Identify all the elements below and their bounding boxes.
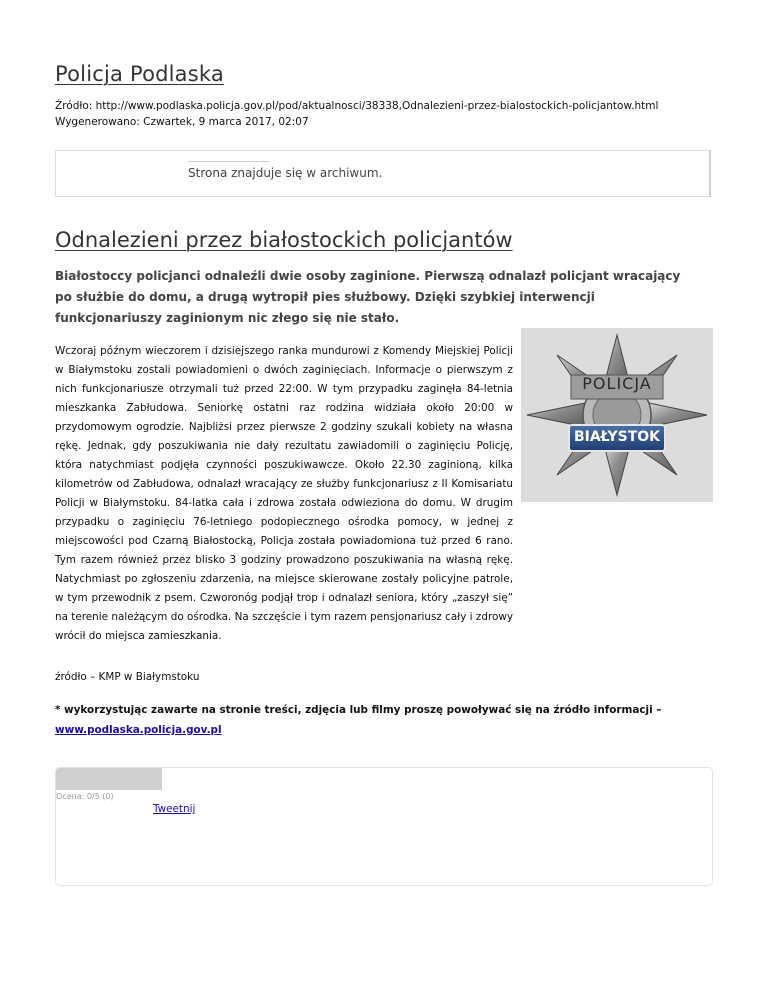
source-url: Źródło: http://www.podlaska.policja.gov.pl/pod/aktualnosci/38338,Odnalezieni-przez-bialostockich-policjantow.html xyxy=(55,100,659,112)
archive-divider xyxy=(188,161,270,162)
site-link[interactable]: www.podlaska.policja.gov.pl xyxy=(55,724,222,736)
rating-score: Ocena: 0/5 (0) xyxy=(56,792,114,801)
archive-notice-box xyxy=(55,150,711,197)
badge-top-label: POLICJA xyxy=(582,374,652,393)
police-badge-image xyxy=(521,328,713,502)
page-meta xyxy=(55,98,658,130)
copyright-notice xyxy=(55,700,715,740)
notice-text: * wykorzystując zawarte na stronie treści, zdjęcia lub filmy proszę powoływać się na źródło informacji – xyxy=(55,704,662,716)
article-title: Odnalezieni przez białostockich policjantów xyxy=(55,228,513,252)
generated-date: Wygenerowano: Czwartek, 9 marca 2017, 02:07 xyxy=(55,116,309,128)
article-lead: Białostoccy policjanci odnaleźli dwie osoby zaginione. Pierwszą odnalazł policjant wracający po służbie do domu, a drugą wytropił pies służbowy. Dzięki szybkiej interwencji funkcjonariuszy zaginionym nic złego się nie stało. xyxy=(55,269,681,325)
badge-bottom-label: BIAŁYSTOK xyxy=(573,429,661,445)
archive-notice: Strona znajduje się w archiwum. xyxy=(188,166,383,180)
police-star-badge-icon xyxy=(521,328,713,502)
article-source: źródło – KMP w Białymstoku xyxy=(55,671,200,683)
rating-panel xyxy=(55,767,713,886)
rating-widget[interactable] xyxy=(56,768,162,790)
article-body: Wczoraj późnym wieczorem i dzisiejszego ranka mundurowi z Komendy Miejskiej Policji w Białymstoku zostali powiadomieni o dwóch zaginięciach. Informacje o pierwszym z nich funkcjonariusze otrzymali tuż przed 22:00. W tym przypadku zaginęła 84-letnia mieszkanka Zabłudowa. Seniorkę ostatni raz rodzina widziała około 20:00 w przydomowym ogrodzie. Najbliżsi przez pierwsze 2 godziny szukali kobiety na własna rękę. Jednak, gdy poszukiwania nie dały rezultatu zawiadomili o zaginięciu Policję, która natychmiast podjęła czynności poszukiwawcze. Około 22.30 zaginioną, kilka kilometrów od Zabłudowa, odnalazł wracający ze służby funkcjonariusz z II Komisariatu Policji w Białymstoku. 84-latka cała i zdrowa została odwieziona do domu. W drugim przypadku o zaginięciu 76-letniego podopiecznego ośrodka pomocy, w jednej z miejscowości pod Czarną Białostocką, Policja została powiadomiona tuż przed 6 rano. Tym razem również przez blisko 3 godziny prowadzono poszukiwania na własną rękę. Natychmiast po zgłoszeniu zdarzenia, na miejsce skierowane zostały policyjne patrole, w tym przewodnik z psem. Czworonóg podjął trop i odnalazł seniora, który „zaszył się” na terenie należącym do ośrodka. Na szczęście i tym razem pensjonariusz cały i zdrowy wrócił do miejsca zamieszkania. xyxy=(55,345,513,642)
site-title: Policja Podlaska xyxy=(55,62,224,86)
tweet-link[interactable]: Tweetnij xyxy=(153,803,196,815)
